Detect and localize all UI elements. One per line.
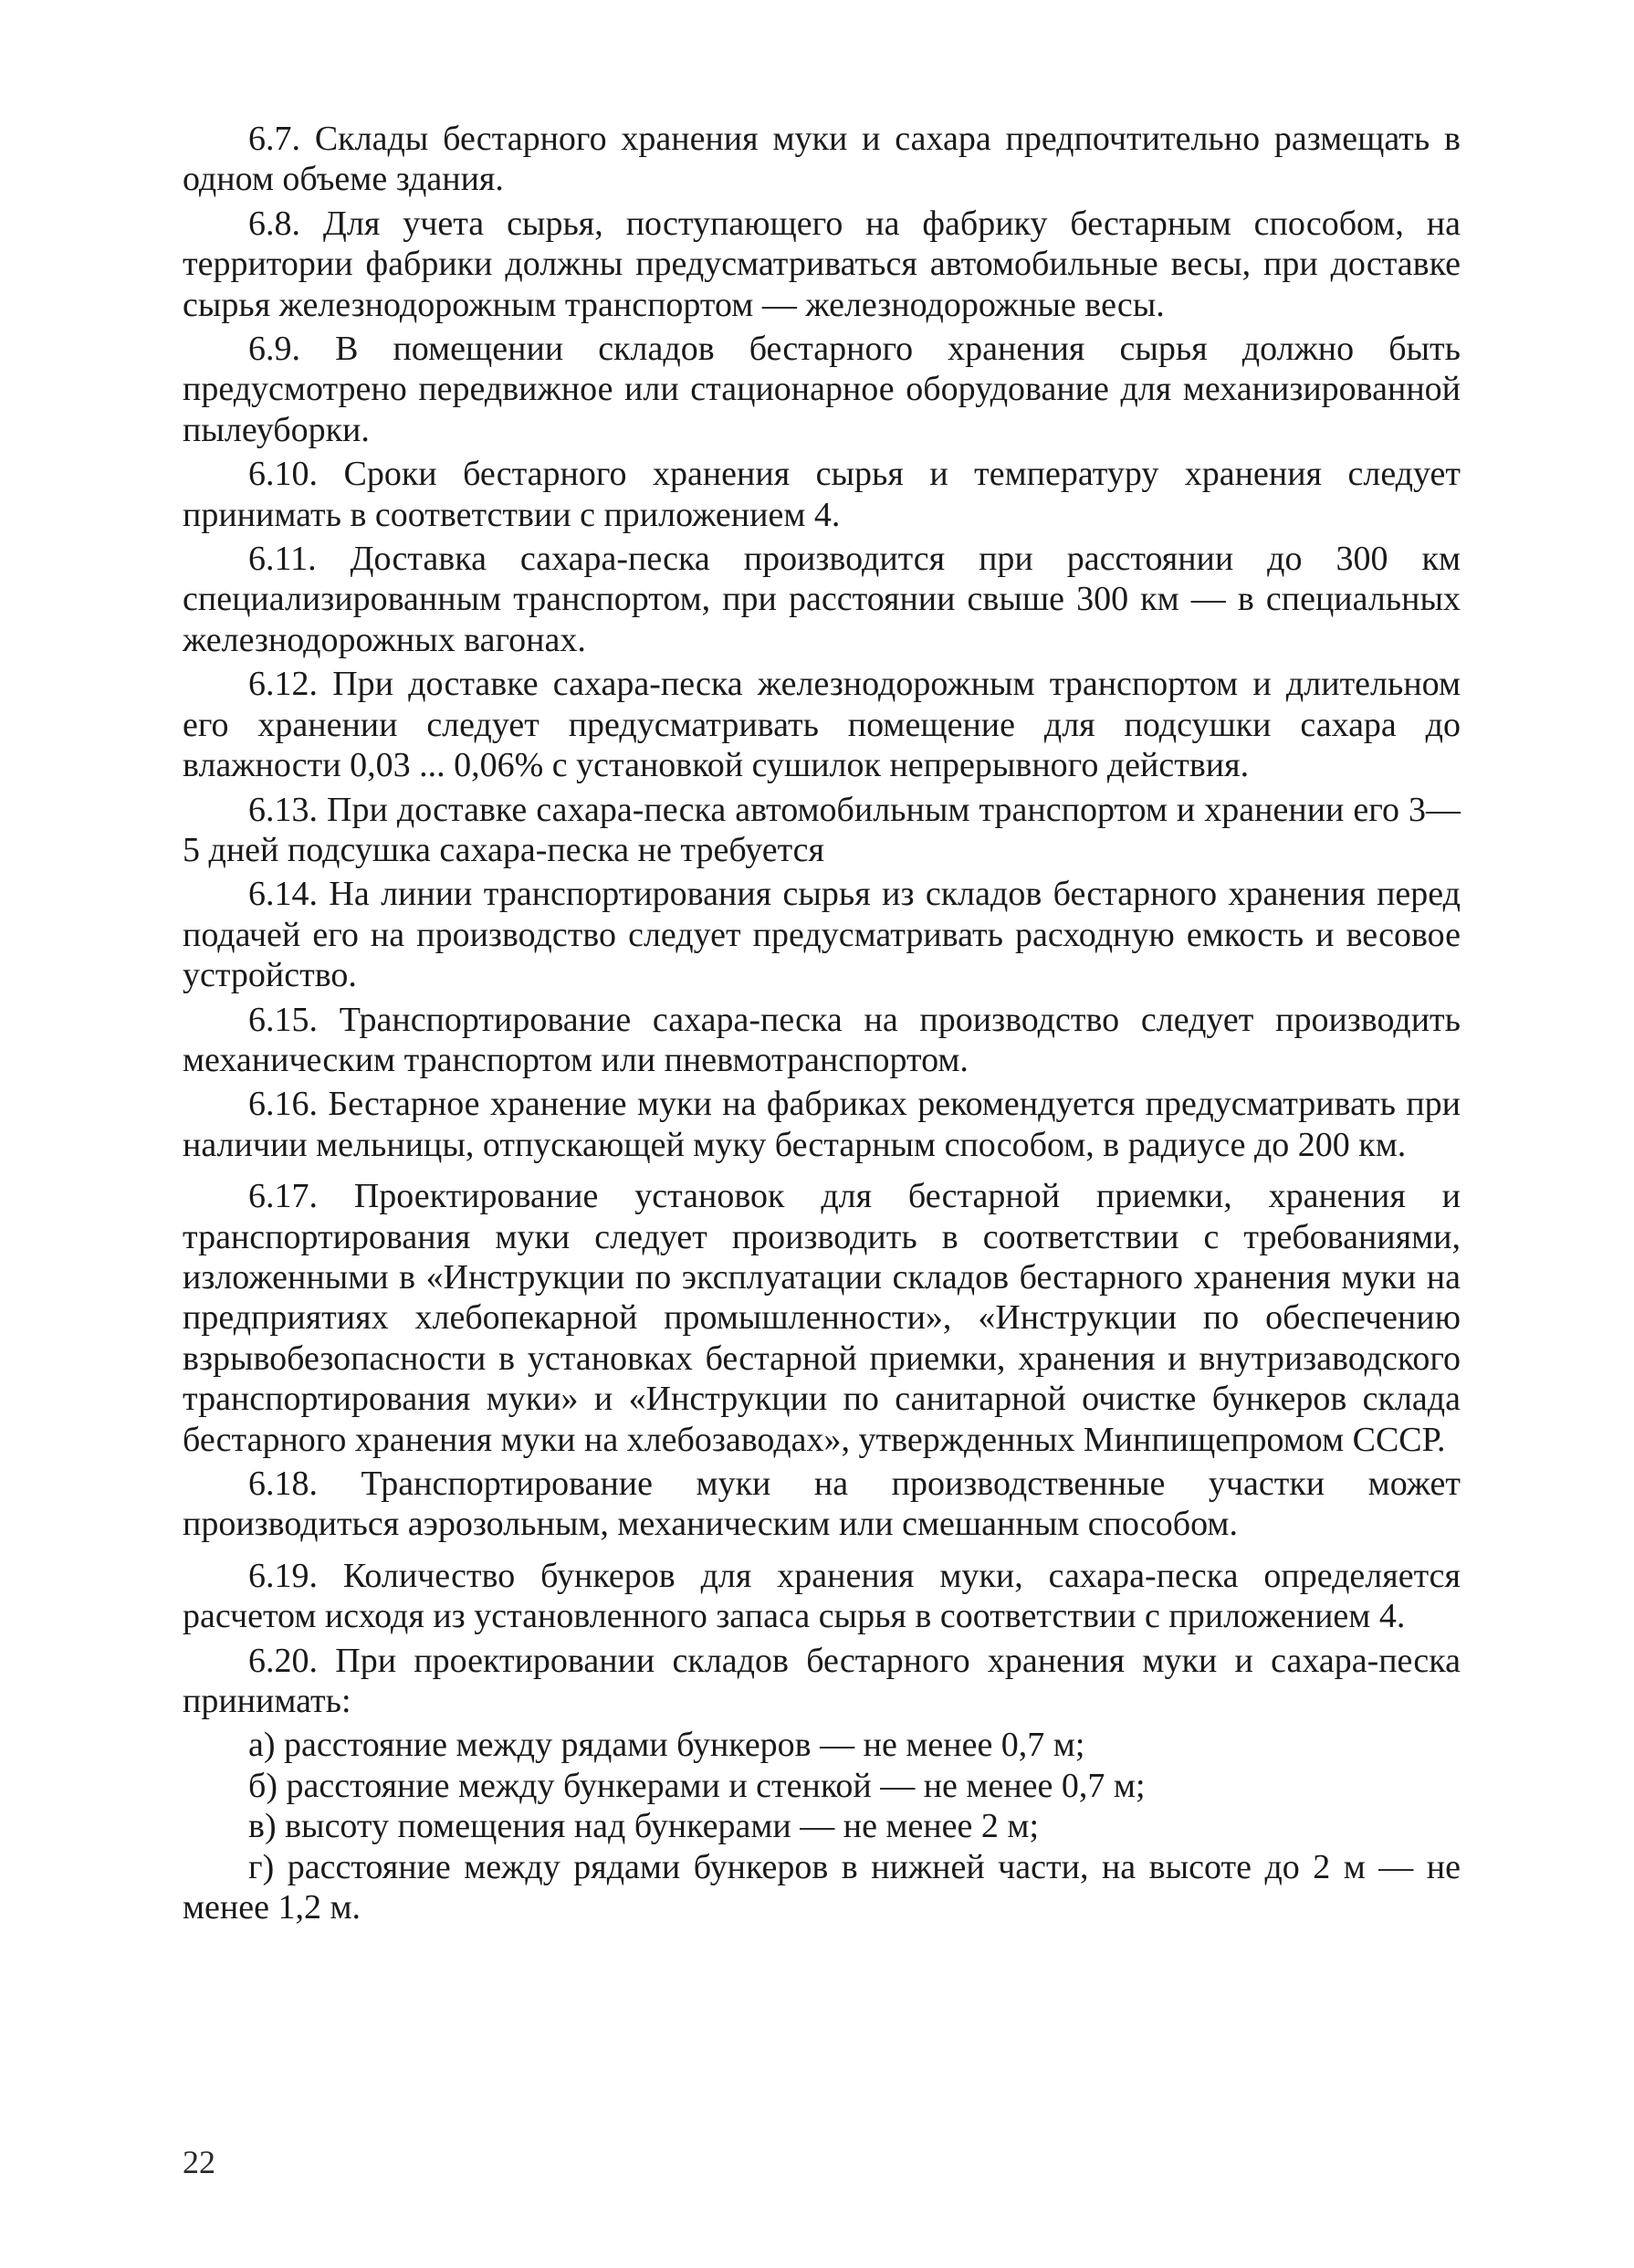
paragraph-6-10: 6.10. Сроки бестарного хранения сырья и температуру хранения следует принимать в соответствии с приложением 4.	[183, 455, 1461, 534]
list-item-g: г) расстояние между рядами бункеров в нижней части, на высоте до 2 м — не менее 1,2 м.	[183, 1847, 1461, 1927]
paragraph-6-13: 6.13. При доставке сахара-песка автомобильным транспортом и хранении его 3—5 дней подсушка сахара-песка не требуется	[183, 790, 1461, 869]
list-item-v: в) высоту помещения над бункерами — не менее 2 м;	[248, 1807, 1040, 1846]
list-item-b: б) расстояние между бункерами и стенкой — не менее 0,7 м;	[248, 1766, 1146, 1805]
paragraph-6-7: 6.7. Склады бестарного хранения муки и сахара предпочтительно размещать в одном объеме здания.	[183, 120, 1461, 199]
paragraph-6-15: 6.15. Транспортирование сахара-песка на производство следует производить механическим транспортом или пневмотранспортом.	[183, 1000, 1461, 1079]
page-number: 22	[183, 2144, 215, 2180]
paragraph-6-12: 6.12. При доставке сахара-песка железнодорожным транспортом и длительном его хранении следует предусматривать помещение для подсушки сахара до влажности 0,03 ... 0,06% с установкой сушилок непрерывного действия.	[183, 665, 1461, 785]
paragraph-6-14: 6.14. На линии транспортирования сырья из складов бестарного хранения перед подачей его на производство следует предусматривать расходную емкость и весовое устройство.	[183, 875, 1461, 995]
paragraph-6-17: 6.17. Проектирование установок для бестарной приемки, хранения и транспортирования муки следует производить в соответствии с требованиями, изложенными в «Инструкции по эксплуатации складов бестарного хранения муки на предприятиях хлебопекарной промышленности», «Инструкции по обеспечению взрывобезопасности в установках бестарной приемки, хранения и внутризаводского транспортирования муки» и «Инструкции по санитарной очистке бункеров склада бестарного хранения муки на хлебозаводах», утвержденных Минпищепромом СССР.	[183, 1177, 1461, 1459]
paragraph-6-11: 6.11. Доставка сахара-песка производится при расстоянии до 300 км специализированным транспортом, при расстоянии свыше 300 км — в специальных железнодорожных вагонах.	[183, 540, 1461, 659]
list-item-a: а) расстояние между рядами бункеров — не менее 0,7 м;	[248, 1726, 1085, 1765]
paragraph-6-8: 6.8. Для учета сырья, поступающего на фабрику бестарным способом, на территории фабрики должны предусматриваться автомобильные весы, при доставке сырья железнодорожным транспортом — железнодорожные весы.	[183, 204, 1461, 324]
paragraph-6-19: 6.19. Количество бункеров для хранения муки, сахара-песка определяется расчетом исходя из установленного запаса сырья в соответствии с приложением 4.	[183, 1556, 1461, 1636]
document-body	[183, 119, 1461, 1927]
paragraph-6-20: 6.20. При проектировании складов бестарного хранения муки и сахара-песка принимать:	[183, 1641, 1461, 1721]
paragraph-6-16: 6.16. Бестарное хранение муки на фабриках рекомендуется предусматривать при наличии мельницы, отпускающей муку бестарным способом, в радиусе до 200 км.	[183, 1085, 1461, 1164]
paragraph-6-9: 6.9. В помещении складов бестарного хранения сырья должно быть предусмотрено передвижное или стационарное оборудование для механизированной пылеуборки.	[183, 330, 1461, 449]
paragraph-6-18: 6.18. Транспортирование муки на производственные участки может производиться аэрозольным, механическим или смешанным способом.	[183, 1465, 1461, 1544]
